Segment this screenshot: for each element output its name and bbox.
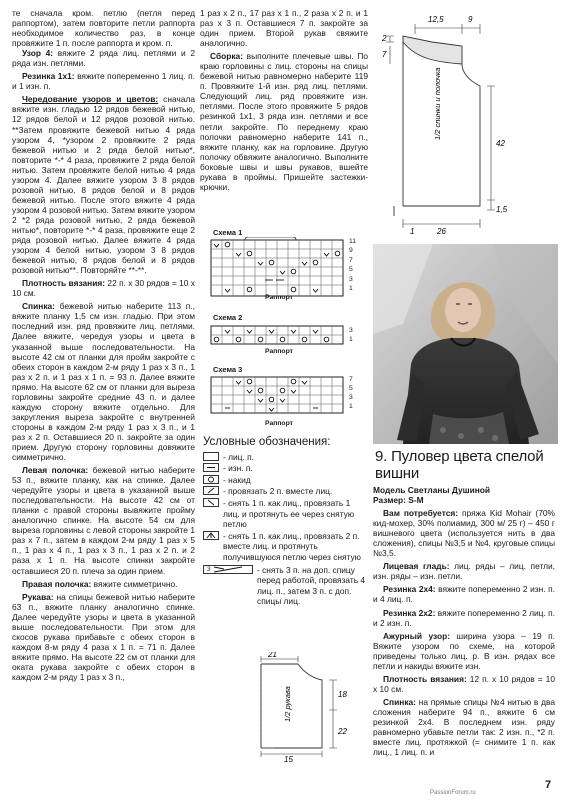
legend-item: 3 - снять 3 п. на доп. спицу перед работой, провязать 4 лиц. п., затем 3 п. с доп. спицы лиц. <box>203 565 368 607</box>
text-column-3: Модель Светланы Душиной Размер: S-M Вам потребуется: пряжа Kid Mohair (70% кид-мохер, 30% полиамид, 300 м/ 25 г) – 450 г вишневого цвета (используется нить в два сложения), спицы №3,5 и №4, круговые спицы №3,5. Лицевая гладь: лиц. ряды – лиц. петли, изн. ряды – изн. петли. Резинка 2x4: вяжите попеременно 2 изн. п. и 4 лиц. п. Резинка 2x2: вяжите попеременно 2 лиц. п. и 2 изн. п. Ажурный узор: ширина узора – 19 п. Вяжите узором по схеме, на которой приведены только лиц. р. В изн. рядах все петли и накиды вяжите изн. Плотность вязания: 12 п. х 10 рядов = 10 х 10 см. Спинка: на прямые спицы №4 нитью в два сложения наберите 94 п., вяжите 6 см резинкой 2x4. В последнем изн. ряду равномерно убавьте петли так: 2 изн. п., *2 п. вместе лиц. протяжкой (= снимите 1 п. как лиц., 1 лиц. п. и <box>373 485 556 758</box>
scheme-2-row-numbers: 3 1 <box>349 327 353 343</box>
knit-symbol-icon <box>203 452 219 461</box>
yarn-over-icon <box>203 475 219 484</box>
scheme-1-row-numbers: 11 9 7 5 3 1 <box>349 238 357 293</box>
purl-symbol-icon <box>203 463 219 472</box>
designer-name: Модель Светланы Душиной <box>373 485 491 495</box>
legend-item: - изн. п. <box>203 463 368 474</box>
woman-in-sweater-image <box>373 244 558 444</box>
cable-symbol-icon: 3 <box>203 565 253 574</box>
dimension-label: 26 <box>437 227 446 236</box>
scheme-3-row-numbers: 7 5 3 1 <box>349 376 353 410</box>
dimension-label: 9 <box>468 15 473 24</box>
scheme-2: Схема 2 3 1 Раппорт <box>205 313 365 358</box>
legend-item: - провязать 2 п. вместе лиц. <box>203 486 368 497</box>
rapport-label: Раппорт <box>265 420 293 427</box>
ssk-icon <box>203 498 219 507</box>
rapport-label: Раппорт <box>265 294 293 301</box>
schema-label: 1/2 спинки и полочка <box>433 67 442 140</box>
double-decrease-icon <box>203 531 219 540</box>
dimension-label: 12,5 <box>428 15 444 24</box>
text-column-2: 1 раз х 2 п., 17 раз х 1 п., 2 раза х 2 п. и 1 раз х 3 п. Оставшиеся 7 п. закройте за один прием. Второй рукав свяжите аналогично. Сборка: выполните плечевые швы. По краю горловины с лиц. стороны на спицы бежевой нитью равномерно наберите 119 п. Провяжите 1-й изн. ряд лиц. петлями. Следующий лиц. ряд провяжите изн. петлями. После этого провяжите 5 рядов резинкой 1x1, 3 ряда изн. петлями и все петли закройте. По переднему краю полочки равномерно наберите 141 п., вяжите планку, как на горловине. Другую полочку обвяжите аналогично. Выполните боковые швы и швы рукавов, вшейте рукава в проймы. Пришейте застежки-крючки. <box>200 8 368 192</box>
rapport-label: Раппорт <box>265 348 293 355</box>
watermark: PassionForum.ru <box>430 790 476 796</box>
legend-item: - накид <box>203 475 368 486</box>
dimension-label: 22 <box>338 727 347 736</box>
dimension-label: 1,5 <box>496 205 508 214</box>
page-number: 7 <box>545 779 552 791</box>
pattern-schema-back-front <box>380 10 565 240</box>
legend-item: - лиц. п. <box>203 452 368 463</box>
text-column-1: те сначала кром. петлю (петля перед раппортом), затем повторите петли раппорта необходимое количество раз, в конце провяжите 1 п. после раппорта и кром. п. Узор 4: вяжите 2 ряда лиц. петлями и 2 ряда изн. петлями. Резинка 1x1: вяжите попеременно 1 лиц. п. и 1 изн. п. Чередование узоров и цветов: сначала вяжите изн. гладью 12 рядов бежевой нитью, 12 рядов белой и 12 рядов розовой нитью. **Затем провяжите бежевой нитью 4 ряда узором 4, *узором 2 провяжите 2 ряда бежевой нитью и 2 ряда белой нитью*, повторите *-* 4 раза, провяжите 2 ряда белой нитью. Затем провяжите белой нитью 4 ряда узором 4. Далее вяжите узором 3 8 рядов розовой нитью, 8 рядов белой и 8 рядов бежевой нитью. После этого вяжите 4 ряда узором 4 розовой нитью. Затем вяжите узором 2 *2 ряда розовой нитью, 2 ряда бежевой нитью*, повторите *-* 4 раза, провяжите еще 2 ряда розовой нитью. Далее вяжите 4 ряда узором 4 белой нитью, узором 3 8 рядов бежевой нитью, 8 рядов белой и 8 рядов розовой нитью**. Повторяйте **-**. Плотность вязания: 22 п. х 30 рядов = 10 х 10 см. Спинка: бежевой нитью наберите 113 п., вяжите планку 1,5 см изн. гладью. При этом последний изн. ряд провяжите лиц. петлями. Далее вяжите, чередуя узоры и цвета в указанной выше последовательности. На высоте 42 см от планки для пройм закройте с обеих сторон в каждом 2-м ряду 1 раз х 3 п., 1 раз х 2 п. и 1 раз х 1 п. = 93 п. Далее вяжите прямо. На высоте 62 см от планки для выреза горловины закройте средние 43 п. и далее каждую сторону вяжите отдельно. Для закругления выреза закройте с внутренней стороны в каждом 2-м ряду 1 раз х 3 п., и 1 раз х 2 п. Оставшиеся 20 п. закройте за один прием. Другую сторону горловины довяжите симметрично. Левая полочка: бежевой нитью наберите 53 п., вяжите планку, как на спинке. Далее чередуйте узоры и цвета в указанной выше последовательности. На высоте 42 см от планки с правой стороны вывяжите пройму аналогично спинке. На высоте 54 см для выреза горловины с левой стороны закройте 1 раз х 7 п., затем в каждом 2-м ряду 1 раз х 5 п., 1 раз х 4 п., 1 раз х 3 п., 1 раз х 2 п. и 2 раза х 1 п. На высоте спинки закройте оставшиеся 20 п. плеча за один прием. Правая полочка: вяжите симметрично. Рукава: на спицы бежевой нитью наберите 63 п., вяжите планку аналогично спинке. Далее чередуйте узоры и цвета в указанной выше последовательности. При этом для скосов рукава прибавьте с обеих сторон в каждом 8-м ряду 4 раза х 1 п. = 71 п. Далее вяжите прямо. На высоте 22 см от планки для оката рукава закройте с обеих сторон в каждом 2-м ряду 1 раз х 3 п., <box>12 8 195 682</box>
pattern-title-block <box>375 449 557 482</box>
dimension-label: 18 <box>338 690 347 699</box>
size-label: Размер: S-M <box>373 495 424 506</box>
dimension-label: 15 <box>284 755 293 762</box>
scheme-1: Схема 1 11 9 7 5 3 1 Раппорт <box>205 228 365 303</box>
schema-label: 1/2 рукава <box>283 686 292 722</box>
legend <box>203 437 368 608</box>
legend-item: - снять 1 п. как лиц., провязать 2 п. вместе лиц. и протянуть получившуюся петлю через снятую <box>203 531 368 563</box>
paragraph: те сначала кром. петлю (петля перед раппортом), затем повторите петли раппорта необходимое количество раз, в конце провяжите 1 п. после раппорта и кром. п. <box>12 8 195 49</box>
model-photo <box>373 244 558 444</box>
dimension-label: 42 <box>496 139 505 148</box>
dimension-label: 21 <box>268 652 277 659</box>
dimension-label: 7 <box>382 50 387 59</box>
pattern-title: 9. Пуловер цвета спелой вишни <box>375 448 544 482</box>
legend-item: - снять 1 п. как лиц., провязать 1 лиц. и протянуть ее через снятую петлю <box>203 498 368 530</box>
dimension-label: 2 <box>382 34 387 43</box>
pattern-schema-sleeve <box>238 652 358 762</box>
scheme-3-grid <box>205 374 360 424</box>
legend-title: Условные обозначения: <box>203 436 331 448</box>
k2tog-icon <box>203 486 219 495</box>
dimension-label: 1 <box>410 227 415 236</box>
scheme-3: Схема 3 7 5 3 1 Раппорт <box>205 365 365 433</box>
